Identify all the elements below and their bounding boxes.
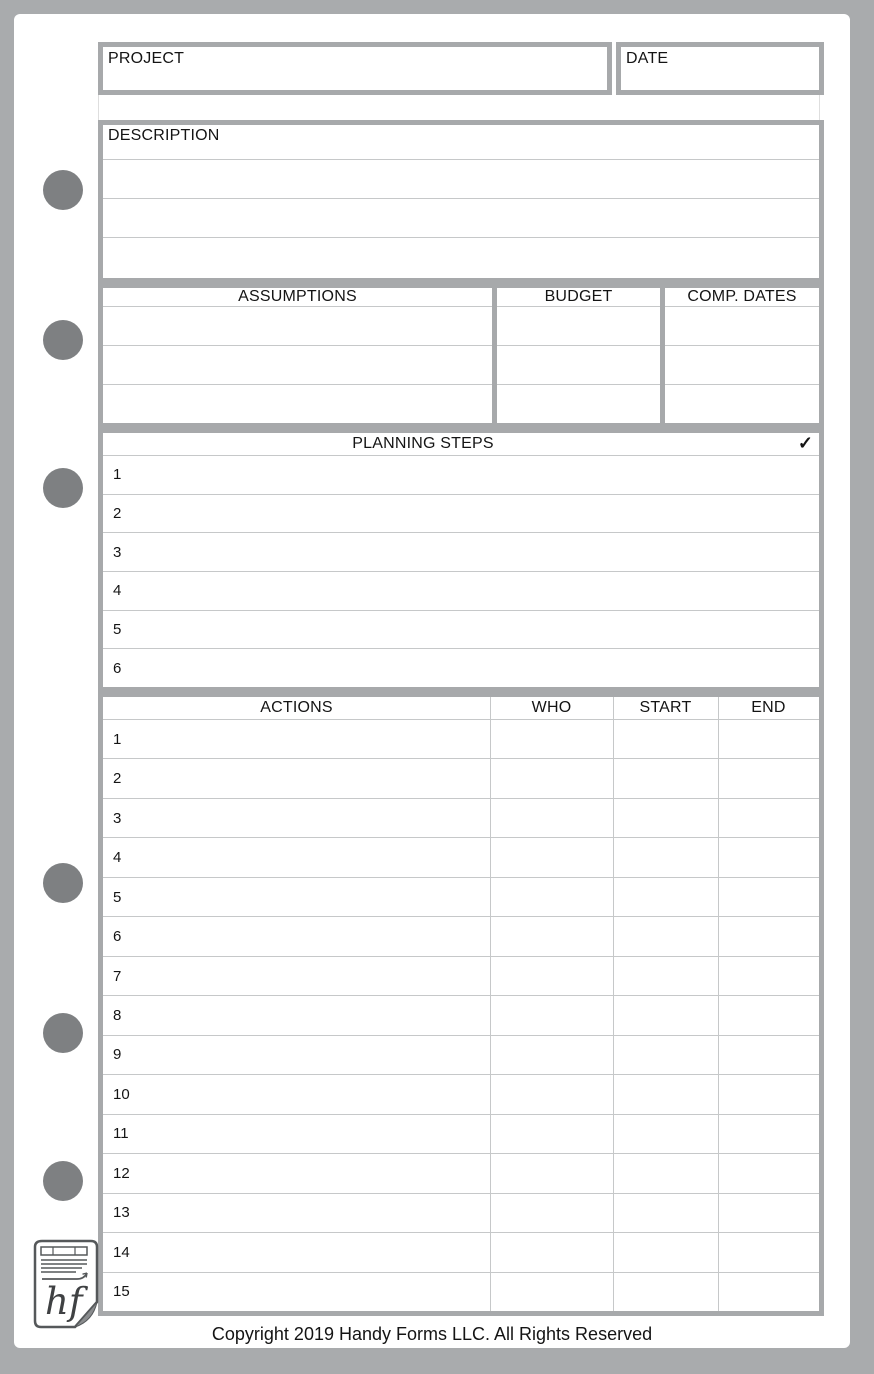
description-row[interactable]: [103, 238, 819, 278]
assumptions-box: [98, 283, 824, 428]
row-divider: [103, 345, 819, 346]
action-row[interactable]: [103, 1153, 819, 1192]
column-divider: [613, 697, 614, 1311]
row-number: 5: [113, 621, 122, 639]
action-row[interactable]: [103, 1035, 819, 1074]
row-number: 1: [113, 466, 122, 484]
row-number: 10: [113, 1085, 130, 1103]
budget-cells[interactable]: [497, 306, 660, 423]
column-divider: [490, 697, 491, 1311]
row-number: 15: [113, 1283, 130, 1301]
row-number: 4: [113, 582, 122, 600]
row-number: 3: [113, 543, 122, 561]
planning-step-row[interactable]: [103, 610, 819, 649]
row-number: 8: [113, 1007, 122, 1025]
planning-step-row[interactable]: [103, 532, 819, 571]
handy-forms-logo-icon: [30, 1238, 106, 1332]
comp-dates-cells[interactable]: [665, 306, 819, 423]
project-label: PROJECT: [108, 50, 185, 67]
planner-page: [14, 14, 850, 1348]
binder-hole-icon: [43, 1161, 83, 1201]
who-header: WHO: [531, 699, 572, 716]
action-row[interactable]: [103, 1114, 819, 1153]
date-field[interactable]: [621, 67, 819, 90]
column-divider: [660, 288, 665, 423]
row-number: 11: [113, 1125, 129, 1143]
action-row[interactable]: [103, 1193, 819, 1232]
description-row[interactable]: [103, 199, 819, 238]
row-number: 7: [113, 967, 122, 985]
action-row[interactable]: [103, 758, 819, 797]
row-divider: [103, 384, 819, 385]
check-icon: ✓: [797, 433, 813, 453]
action-row[interactable]: [103, 798, 819, 837]
row-number: 3: [113, 809, 122, 827]
assumptions-header: ASSUMPTIONS: [238, 288, 357, 305]
action-row[interactable]: [103, 877, 819, 916]
row-number: 9: [113, 1046, 122, 1064]
row-number: 6: [113, 928, 122, 946]
action-row[interactable]: [103, 719, 819, 758]
row-number: 13: [113, 1204, 130, 1222]
spacer-strip: [98, 95, 820, 120]
project-field[interactable]: [103, 67, 607, 90]
binder-hole-icon: [43, 170, 83, 210]
logo-text: hf: [45, 1280, 83, 1323]
action-row[interactable]: [103, 1272, 819, 1311]
column-divider: [492, 288, 497, 423]
start-header: START: [639, 699, 692, 716]
budget-header: BUDGET: [544, 288, 613, 305]
binder-hole-icon: [43, 1013, 83, 1053]
actions-header: ACTIONS: [260, 699, 333, 716]
comp-dates-header: COMP. DATES: [687, 288, 797, 305]
action-row[interactable]: [103, 1074, 819, 1113]
end-header: END: [751, 699, 786, 716]
row-number: 4: [113, 849, 122, 867]
planning-step-row[interactable]: [103, 571, 819, 610]
copyright-text: Copyright 2019 Handy Forms LLC. All Rights Reserved: [211, 1324, 653, 1344]
row-number: 5: [113, 888, 122, 906]
binder-hole-icon: [43, 863, 83, 903]
row-divider: [103, 306, 819, 307]
action-row[interactable]: [103, 916, 819, 955]
description-box: [98, 120, 824, 283]
binder-hole-icon: [43, 320, 83, 360]
planning-steps-title: PLANNING STEPS: [352, 435, 494, 452]
action-row[interactable]: [103, 837, 819, 876]
row-number: 2: [113, 770, 122, 788]
planning-step-row[interactable]: [103, 494, 819, 533]
planning-step-row[interactable]: [103, 455, 819, 494]
actions-box: [98, 692, 824, 1316]
row-number: 6: [113, 659, 122, 677]
assumptions-cells[interactable]: [103, 306, 492, 423]
row-number: 1: [113, 730, 122, 748]
description-row[interactable]: [103, 160, 819, 199]
action-row[interactable]: [103, 1232, 819, 1271]
row-number: 12: [113, 1164, 130, 1182]
row-number: 2: [113, 505, 122, 522]
planning-step-row[interactable]: [103, 648, 819, 687]
action-row[interactable]: [103, 995, 819, 1034]
date-box: [616, 42, 824, 95]
binder-hole-icon: [43, 468, 83, 508]
column-divider: [718, 697, 719, 1311]
description-label: DESCRIPTION: [108, 127, 220, 144]
description-row[interactable]: [103, 125, 819, 160]
date-label: DATE: [626, 50, 669, 67]
planning-steps-box: [98, 428, 824, 692]
project-box: [98, 42, 612, 95]
row-number: 14: [113, 1243, 130, 1261]
action-row[interactable]: [103, 956, 819, 995]
